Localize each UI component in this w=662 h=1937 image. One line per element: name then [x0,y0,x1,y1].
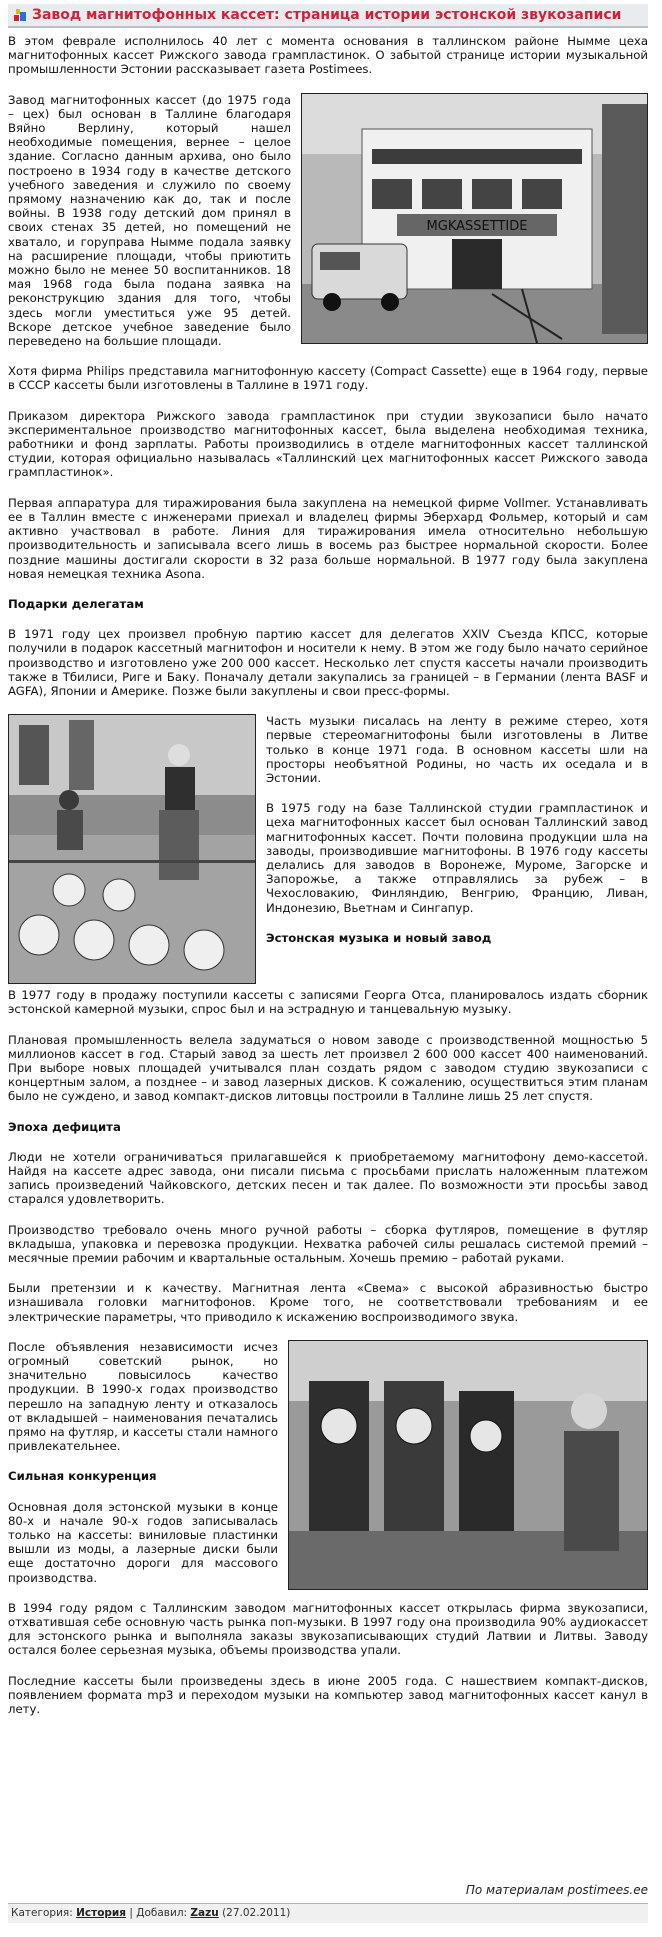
paragraph: Основная доля эстонской музыки в конце 80-х и начале 90-х годов записывалась только на кассеты: виниловые пластинки вышли из моды, а лазерные диски были еще достаточно дороги для массового производства. [8,1499,278,1585]
title-bar [8,4,648,28]
paragraph: В 1975 году на базе Таллинской студии грампластинок и цеха магнитофонных кассет был основан Таллинский завод магнитофонных кассет. Почти половина продукции шла на заводы, производившие магнитофоны. В 1976 году кассеты делались для заводов в Воронеже, Муроме, Загорске и Запорожье, а также отправлялись за рубеж – в Чехословакию, Финляндию, Венгрию, Францию, Ливан, Индонезию, Вьетнам и Сингапур. [266,801,648,915]
factory-building-photo [301,93,648,344]
category-label: Категория: [11,1907,73,1919]
paragraph: Последние кассеты были произведены здесь в июне 2005 года. С нашествием компакт-дисков, появлением формата mp3 и переходом музыки на компьютер завод магнитофонных кассет канул в лету. [8,1673,648,1717]
section-heading: Эстонская музыка и новый завод [266,930,492,945]
paragraph: Были претензии и к качеству. Магнитная лента «Свема» с высокой абразивностью быстро изнашивала головки магнитофонов. Кроме того, не соответствовали требованиям и ее электрические параметры, что приводило к искажению воспроизводимого звука. [8,1281,648,1324]
machines-photo [288,1340,648,1590]
paragraph: Хотя фирма Philips представила магнитофонную кассету (Compact Cassette) еще в 1964 году, первые в СССР кассеты были изготовлены в Таллине в 1971 году. [8,364,648,393]
paragraph: В этом феврале исполнилось 40 лет с момента основания в таллинском районе Нымме цеха магнитофонных кассет Рижского завода грампластинок. О забытой странице истории музыкальной промышленности Эстонии рассказывает газета Postimees. [8,34,648,77]
paragraph: Завод магнитофонных кассет (до 1975 года – цех) был основан в Таллине благодаря Вяйно Верлину, который нашел необходимые помещения, вернее – целое здание. Согласно данным архива, оно было построено в 1934 году в качестве детского учебного заведения и служило по своему прямому назначению как до, так и после войны. В 1938 году детский дом принял в своих стенах 35 детей, но помещений не хватало, и горуправа Нымме подала заявку на расширение площади, чтобы приютить можно было не менее 50 воспитанников. 18 мая 1968 года была подана заявка на реконструкцию здания для того, чтобы здесь могли уместиться уже 95 детей. Вскоре детское учебное заведение было переведено на большие площади. [8,92,291,349]
post-date: (27.02.2011) [222,1907,291,1919]
paragraph: В 1977 году в продажу поступили кассеты с записями Георга Отса, планировалось издать сборник эстонской камерной музыки, спрос был и на эстрадную и танцевальную музыку. [8,988,648,1017]
source-note: По материалам postimees.ee [465,1883,648,1897]
section-heading: Эпоха дефицита [8,1119,121,1134]
paragraph: В 1994 году рядом с Таллинским заводом магнитофонных кассет открылась фирма звукозаписи, отхватившая себе основную часть рынка поп-музыки. В 1997 году она производила 90% аудиокассет для эстонского рынка и выполняла заказы звукозаписывающих студий Латвии и Литвы. Заводу остался более серьезная музыка, объемы производства упали. [8,1600,648,1658]
section-heading: Подарки делегатам [8,596,144,611]
added-label: Добавил: [136,1907,188,1919]
blocks-icon [14,9,26,21]
paragraph: После объявления независимости исчез огромный советский рынок, но значительно повысилось качество продукции. В 1990-х годах производство перешло на западную ленту и отказалось от вкладышей – наименования печатались прямо на футляр, и кассеты стали намного привлекательнее. [8,1339,278,1454]
building-sign: MGKASSETTIDE [426,218,528,234]
separator: | [129,1907,133,1919]
paragraph: Плановая промышленность велела задуматься о новом заводе с производственной мощностью 5 миллионов кассет в год. Старый завод за шесть лет произвел 2 600 000 кассет 400 наименований. При выборе новых площадей учитывался план создать рядом с заводом студию звукозаписи с концертным залом, а позднее – и завод лазерных дисков. К сожалению, осуществиться этим планам было не суждено, и завод компакт-дисков литовцы построили в Таллине лишь 25 лет спустя. [8,1032,648,1104]
article-body [8,34,648,1732]
paragraph: Приказом директора Рижского завода грампластинок при студии звукозаписи было начато экспериментальное производство магнитофонных кассет, была выделена необходимая техника, работники и фонд зарплаты. Работы производились в отделе магнитофонных кассет таллинской студии, которая официально называлась «Таллинский цех магнитофонных кассет Рижского завода грампластинок». [8,408,648,480]
paragraph: Люди не хотели ограничиваться прилагавшейся к приобретаемому магнитофону демо-кассетой. Найдя на кассете адрес завода, они писали письма с просьбами прислать наложенным платежом запись произведений Чайковского, детских песен и так далее. По возможности эти просьбы завод старался удовлетворить. [8,1149,648,1207]
paragraph: Первая аппаратура для тиражирования была закуплена на немецкой фирме Vollmer. Устанавливать ее в Таллин вместе с инженерами приехал и владелец фирмы Эберхард Фольмер, который и сам активно участвовал в работе. Линия для тиражирования имела относительно небольшую производительность и записывала всего лишь в восемь раз быстрее нормальной скорости. Более поздние машины достигали скорости в 32 раза больше нормальной. В 1977 году была закуплена новая немецкая техника Asona. [8,495,648,581]
paragraph: Производство требовало очень много ручной работы – сборка футляров, помещение в футляр вкладыша, упаковка и перевозка продукции. Нехватка рабочей силы решалась системой премий – месячные премии рабочим и квартальные остальным. Хочешь премию – работай руками. [8,1222,648,1265]
author-link[interactable]: Zazu [190,1907,219,1919]
page-title: Завод магнитофонных кассет: страница истории эстонской звукозаписи [32,7,622,23]
workers-photo [8,714,256,984]
section-heading: Сильная конкуренция [8,1469,157,1484]
paragraph: Часть музыки писалась на ленту в режиме стерео, хотя первые стереомагнитофоны были изготовлены в Литве только в конце 1971 года. В основном кассеты шли на просторы необъятной Родины, но часть их оседала и в Эстонии. [266,714,648,785]
category-link[interactable]: История [76,1907,127,1919]
paragraph: В 1971 году цех произвел пробную партию кассет для делегатов XXIV Съезда КПСС, которые получили в подарок кассетный магнитофон и носители к нему. В этом же году было начато серийное производство и изготовлено уже 200 000 кассет. Несколько лет спустя кассеты начали производить также в Тбилиси, Риге и Баку. Поначалу детали закупались за границей – в Германии (лента BASF и AGFA), Японии и Америке. Позже были закуплены и свои пресс-формы. [8,627,648,698]
meta-bar [8,1903,648,1923]
